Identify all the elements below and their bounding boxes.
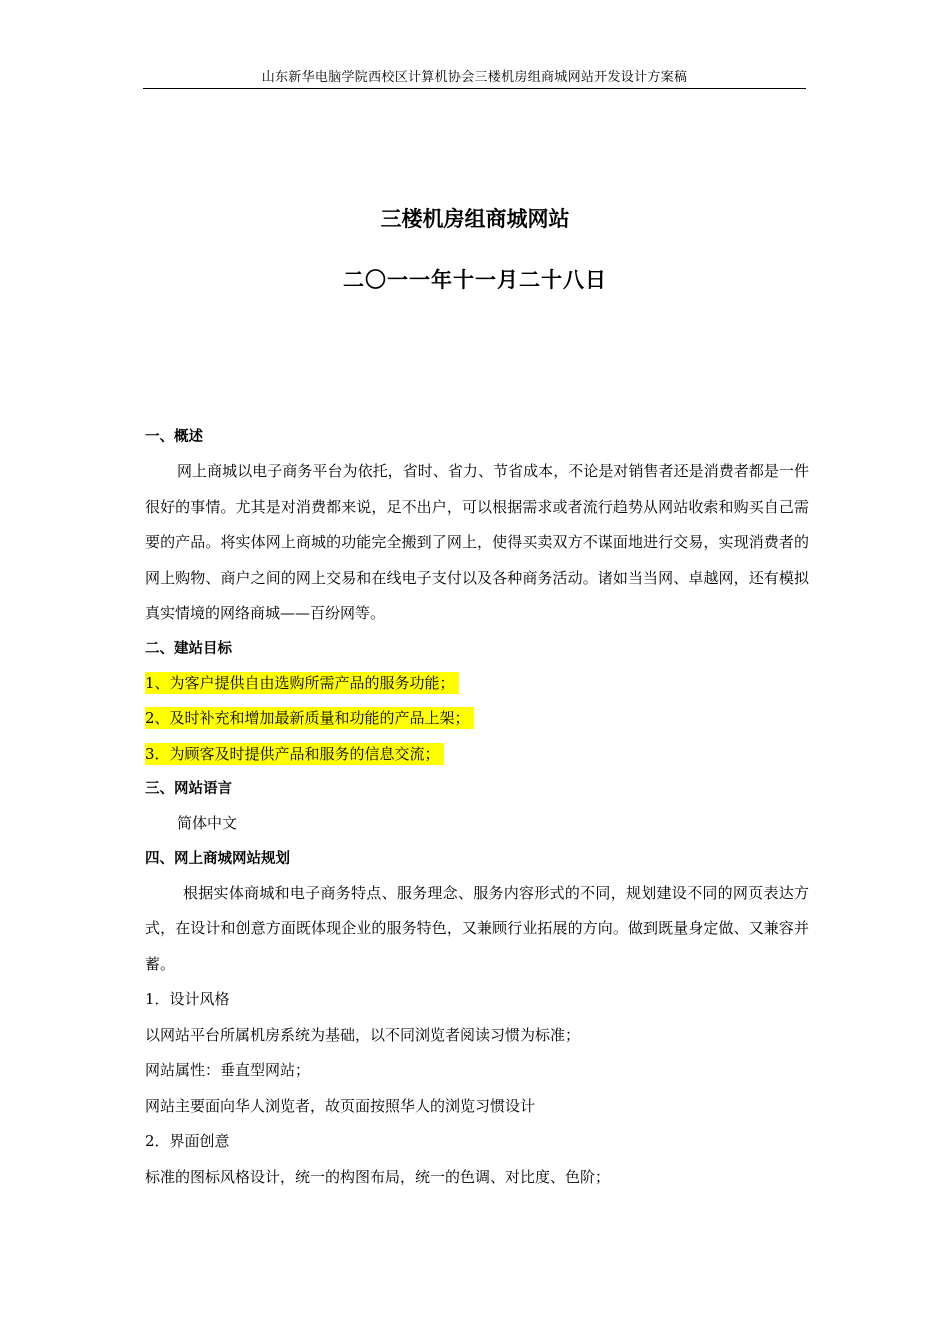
highlighted-text: 1、为客户提供自由选购所需产品的服务功能； — [145, 672, 459, 694]
language-value: 简体中文 — [177, 814, 238, 832]
planning-paragraph: 根据实体商城和电子商务特点、服务理念、服务内容形式的不同，规划建设不同的网页表达方式，在设计和创意方面既体现企业的服务特色，又兼顾行业拓展的方向。做到既量身定做、又兼容并蓄。 — [145, 883, 809, 973]
goal-item — [145, 666, 809, 702]
document-body — [145, 420, 809, 1195]
section-heading-language: 三、网站语言 — [145, 781, 232, 797]
planning-line: 1．设计风格 — [145, 990, 230, 1008]
document-title: 三楼机房组商城网站 — [380, 206, 570, 231]
planning-line: 以网站平台所属机房系统为基础，以不同浏览者阅读习惯为标准； — [145, 1025, 581, 1044]
planning-line: 标准的图标风格设计，统一的构图布局，统一的色调、对比度、色阶； — [145, 1167, 611, 1186]
section-heading-overview: 一、概述 — [145, 429, 203, 445]
goal-item — [145, 701, 809, 737]
goal-item — [145, 737, 809, 773]
planning-line: 网站主要面向华人浏览者，故页面按照华人的浏览习惯设计 — [145, 1096, 536, 1115]
running-header: 山东新华电脑学院西校区计算机协会三楼机房组商城网站开发设计方案稿 — [143, 66, 806, 89]
section-heading-planning: 四、网上商城网站规划 — [145, 850, 290, 867]
section-heading-goals: 二、建站目标 — [145, 640, 232, 657]
highlighted-text: 3．为顾客及时提供产品和服务的信息交流； — [145, 743, 444, 765]
highlighted-text: 2、及时补充和增加最新质量和功能的产品上架； — [145, 707, 474, 729]
planning-line: 网站属性：垂直型网站； — [145, 1061, 311, 1079]
document-date: 二〇一一年十一月二十八日 — [343, 267, 607, 292]
overview-paragraph: 网上商城以电子商务平台为依托，省时、省力、节省成本，不论是对销售者还是消费者都是一件很好的事情。尤其是对消费都来说，足不出户，可以根据需求或者流行趋势从网站收索和购买自己需要的产品。将实体网上商城的功能完全搬到了网上，使得买卖双方不谋面地进行交易，实现消费者的网上购物、商户之间的网上交易和在线电子支付以及各种商务活动。诸如当当网、卓越网，还有模拟真实情境的网络商城——百纷网等。 — [145, 462, 809, 622]
planning-line: 2．界面创意 — [145, 1132, 230, 1150]
